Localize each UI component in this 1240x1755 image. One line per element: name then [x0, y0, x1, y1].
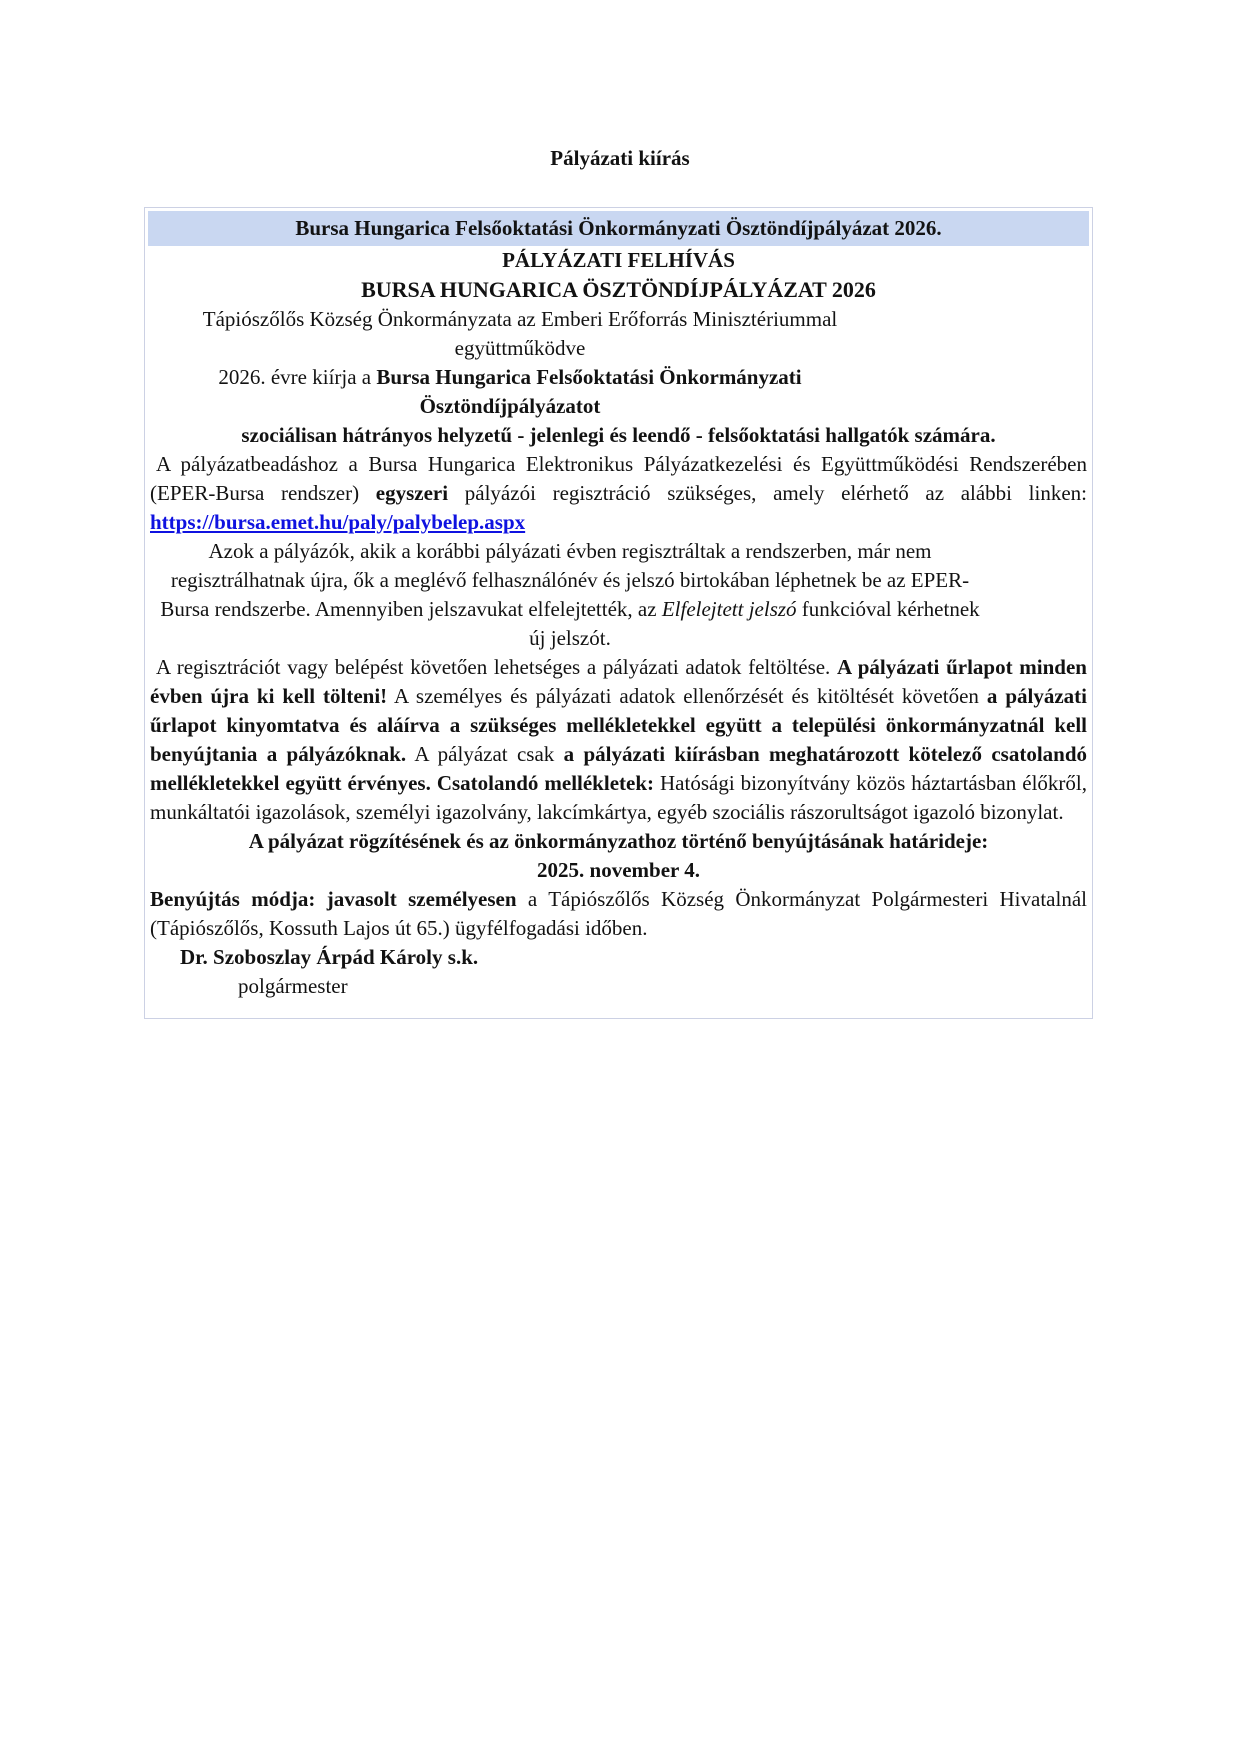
- box-header-title: Bursa Hungarica Felsőoktatási Önkormányzati Ösztöndíjpályázat 2026.: [295, 216, 942, 240]
- upload-text-3: A pályázat csak: [406, 742, 564, 766]
- returning-text-2: funkcióval kérhetnek új jelszót.: [529, 597, 980, 650]
- paragraph-target-audience: szociálisan hátrányos helyzetű - jelenlegi és leendő - felsőoktatási hallgatók számára.: [241, 423, 996, 447]
- upload-text-2: A személyes és pályázati adatok ellenőrzését és kitöltését követően: [387, 684, 987, 708]
- announcement-box: [144, 207, 1093, 1019]
- registration-text-1: A pályázatbeadáshoz a Bursa Hungarica Elektronikus Pályázatkezelési és Együttműködési Rendszerében (EPER-Bursa rendszer): [150, 452, 1087, 505]
- upload-bold-attachments: a pályázati kiírásban meghatározott kötelező csatolandó mellékletekkel együtt érvényes. Csatolandó mellékletek:: [150, 742, 1088, 795]
- paragraph-municipality-intro: Tápiószőlős Község Önkormányzata az Emberi Erőforrás Minisztériummal együttműködve: [202, 307, 838, 360]
- registration-portal-link[interactable]: https://bursa.emet.hu/paly/palybelep.aspx: [150, 510, 526, 534]
- registration-bold-once: egyszeri: [375, 481, 449, 505]
- returning-text-1: Azok a pályázók, akik a korábbi pályázati évben regisztráltak a rendszerben, már nem regisztrálhatnak újra, ők a meglévő felhasználónév és jelszó birtokában léphetnek be az EPER-Bursa rendszerbe. Amennyiben jelszavukat elfelejtették, az: [160, 539, 970, 621]
- paragraph-returning-applicants: [150, 537, 990, 653]
- upload-text-4: Hatósági bizonyítvány közös háztartásban élőkről, munkáltatói igazolások, személyi igazolvány, lakcímkártya, egyéb szociális rászorultságot igazoló bizonylat.: [150, 771, 1087, 824]
- box-header-band: [148, 211, 1089, 246]
- registration-text-2: pályázói regisztráció szükséges, amely elérhető az alábbi linken:: [448, 481, 1087, 505]
- heading-call: PÁLYÁZATI FELHÍVÁS: [502, 248, 735, 272]
- submission-bold-text: Benyújtás módja: javasolt személyesen: [150, 887, 517, 911]
- returning-italic-forgotten-password: Elfelejtett jelszó: [661, 597, 797, 621]
- heading-deadline: A pályázat rögzítésének és az önkormányzathoz történő benyújtásának határideje:: [248, 829, 989, 853]
- paragraph-upload-instructions: [150, 653, 1087, 827]
- signature-name: Dr. Szoboszlay Árpád Károly s.k.: [180, 945, 479, 969]
- paragraph-submission-method: [150, 885, 1087, 943]
- announcement-normal-text: 2026. évre kiírja a: [218, 365, 377, 389]
- announcement-bold-text: Bursa Hungarica Felsőoktatási Önkormányzati Ösztöndíjpályázatot: [376, 365, 802, 418]
- submission-normal-text: a Tápiószőlős Község Önkormányzat Polgármesteri Hivatalnál (Tápiószőlős, Kossuth Lajos út 65.) ügyfélfogadási időben.: [150, 887, 1087, 940]
- signature-role: polgármester: [238, 974, 348, 998]
- heading-program: BURSA HUNGARICA ÖSZTÖNDÍJPÁLYÁZAT 2026: [361, 277, 876, 302]
- upload-bold-refill-form: A pályázati űrlapot minden évben újra ki kell tölteni!: [150, 655, 1087, 708]
- box-content: [148, 246, 1089, 1015]
- upload-text-1: A regisztrációt vagy belépést követően lehetséges a pályázati adatok feltöltése.: [156, 655, 838, 679]
- deadline-date: 2025. november 4.: [537, 858, 700, 882]
- paragraph-registration: [150, 450, 1087, 537]
- upload-bold-print-sign: a pályázati űrlapot kinyomtatva és aláírva a szükséges mellékletekkel együtt a települési önkormányzatnál kell benyújtania a pályázóknak.: [150, 684, 1087, 766]
- paragraph-announcement: [150, 363, 870, 421]
- document-title: Pályázati kiírás: [550, 146, 690, 170]
